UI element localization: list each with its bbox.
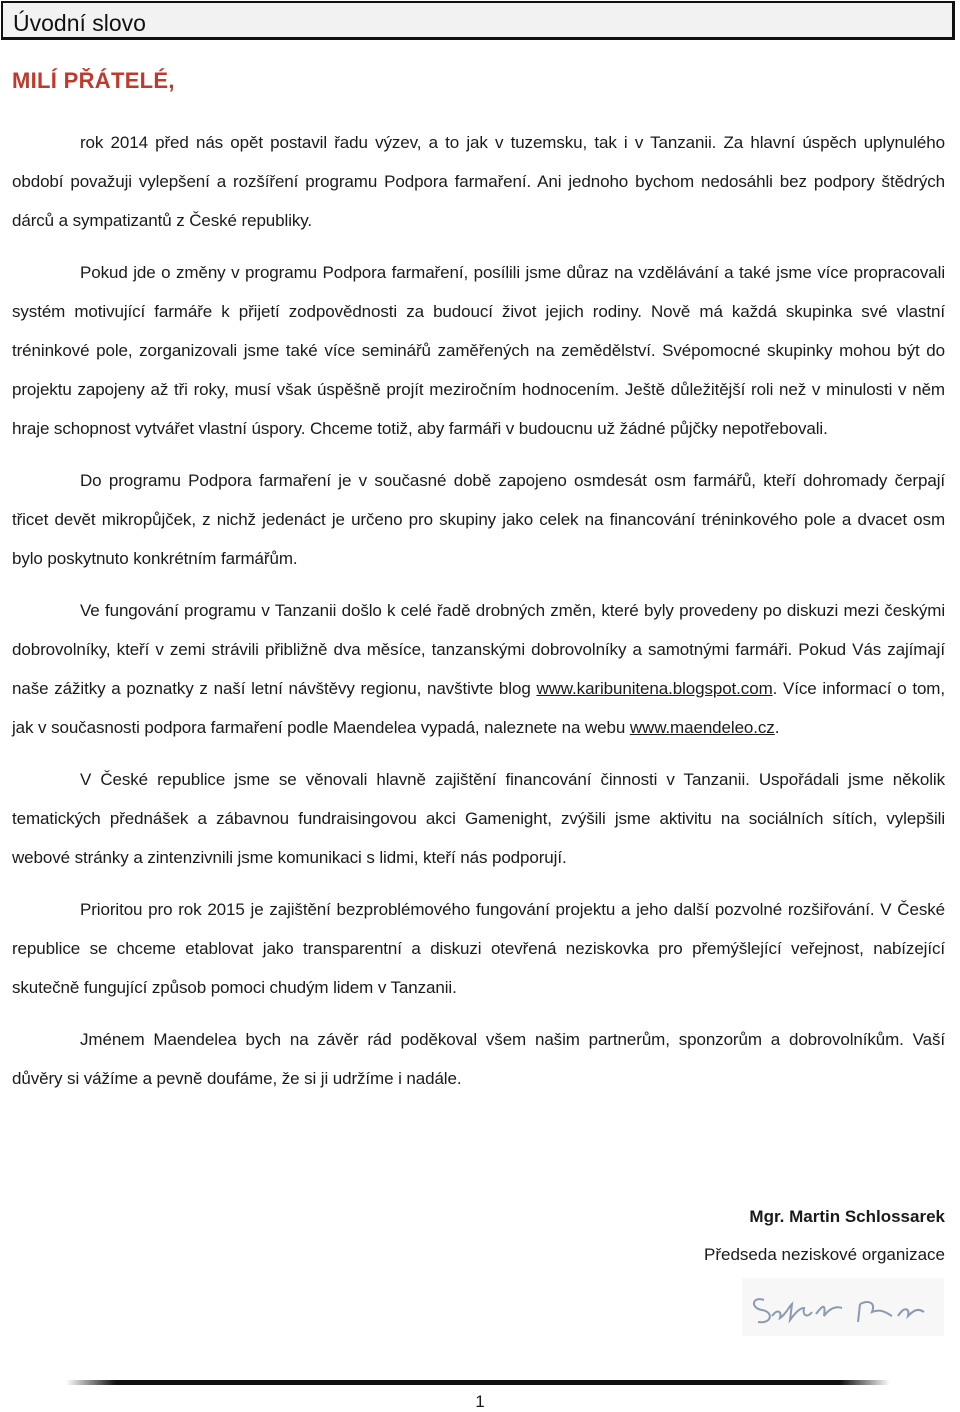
paragraph-4-text-c: . bbox=[774, 718, 780, 737]
signatory-role: Předseda neziskové organizace bbox=[704, 1245, 945, 1264]
section-header bbox=[1, 1, 955, 40]
blog-link[interactable]: www.karibunitena.blogspot.com bbox=[536, 679, 773, 698]
paragraph-1: rok 2014 před nás opět postavil řadu výzev, a to jak v tuzemsku, tak i v Tanzanii. Za hlavní úspěch uplynulého období považuji vylepšení a rozšíření programu Podpora farmaření. Ani jednoho bychom nedosáhli bez podpory štědrých dárců a sympatizantů z České republiky. bbox=[12, 133, 945, 230]
paragraph-7: Jménem Maendelea bych na závěr rád poděkoval všem našim partnerům, sponzorům a dobrovolníkům. Vaší důvěry si vážíme a pevně doufáme, že si ji udržíme i nadále. bbox=[12, 1030, 945, 1088]
handwritten-signature-icon bbox=[742, 1278, 944, 1336]
letter-body bbox=[12, 123, 945, 1111]
signatory-name: Mgr. Martin Schlossarek bbox=[749, 1207, 945, 1226]
paragraph-4-text-a: Ve fungování programu v Tanzanii došlo k celé řadě drobných změn, které byly provedeny po diskuzi mezi českými dobrovolníky, kteří v zemi strávili přibližně dva měsíce, tanzanskými dobrovolníky a samotnými farmáři. Pokud Vás zajímají naše zážitky a poznatky z naší letní návštěvy regionu, navštivte blog bbox=[12, 601, 945, 698]
paragraph-2: Pokud jde o změny v programu Podpora farmaření, posílili jsme důraz na vzdělávání a také jsme více propracovali systém motivující farmáře k přijetí zodpovědnosti za budoucí život jejich rodiny. Nově má každá skupinka své vlastní tréninkové pole, zorganizovali jsme také více seminářů zaměřených na zemědělství. Svépomocné skupinky mohou být do projektu zapojeny až tři roky, musí však úspěšně projít meziročním hodnocením. Ještě důležitější roli než v minulosti v něm hraje schopnost vytvářet vlastní úspory. Chceme totiž, aby farmáři v budoucnu už žádné půjčky nepotřebovali. bbox=[12, 263, 945, 438]
website-link[interactable]: www.maendeleo.cz bbox=[629, 718, 775, 737]
section-title: Úvodní slovo bbox=[13, 10, 146, 36]
paragraph-4 bbox=[12, 591, 945, 747]
page-number: 1 bbox=[475, 1392, 485, 1411]
paragraph-3: Do programu Podpora farmaření je v současné době zapojeno osmdesát osm farmářů, kteří dohromady čerpají třicet devět mikropůjček, z nichž jedenáct je určeno pro skupiny jako celek na financování tréninkového pole a dvacet osm bylo poskytnuto konkrétním farmářům. bbox=[12, 471, 945, 568]
paragraph-6: Prioritou pro rok 2015 je zajištění bezproblémového fungování projektu a jeho další pozvolné rozšiřování. V České republice se chceme etablovat jako transparentní a diskuzi otevřená neziskovka pro přemýšlející veřejnost, nabízející skutečně fungující způsob pomoci chudým lidem v Tanzanii. bbox=[12, 900, 945, 997]
signature-block bbox=[704, 1198, 945, 1274]
footer-divider bbox=[66, 1380, 890, 1385]
paragraph-4-text-b: . Více informací o tom, jak v současnosti podpora farmaření podle Maendelea vypadá, naleznete na webu bbox=[12, 679, 945, 737]
greeting-heading: MILÍ PŘÁTELÉ, bbox=[12, 68, 175, 93]
paragraph-5: V České republice jsme se věnovali hlavně zajištění financování činnosti v Tanzanii. Uspořádali jsme několik tematických přednášek a zábavnou fundraisingovou akci Gamenight, zvýšili jsme aktivitu na sociálních sítích, vylepšili webové stránky a zintenzivnili jsme komunikaci s lidmi, kteří nás podporují. bbox=[12, 770, 945, 867]
